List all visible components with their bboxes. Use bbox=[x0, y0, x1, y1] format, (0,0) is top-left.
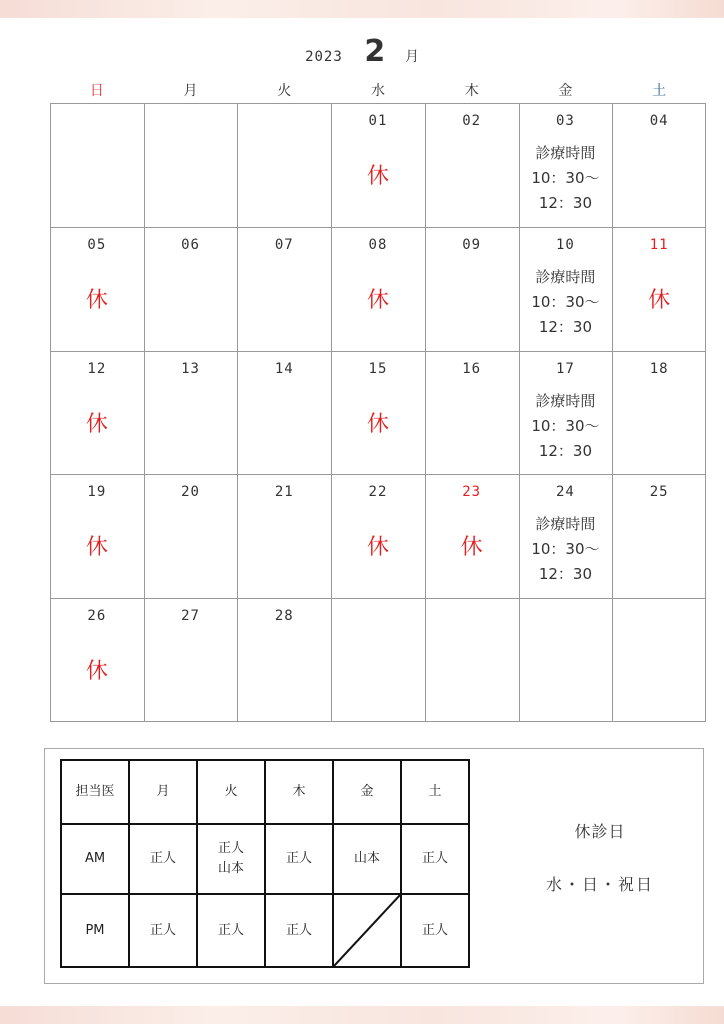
day-cell bbox=[612, 227, 706, 351]
day-cell bbox=[331, 227, 425, 351]
closed-days-list: 水・日・祝日 bbox=[545, 875, 654, 894]
weekday-label: 日 bbox=[89, 83, 104, 99]
schedule-cell: 正人 bbox=[401, 824, 469, 894]
day-number: 08 bbox=[368, 236, 388, 253]
holiday-mark: 休 bbox=[366, 287, 389, 313]
consultation-hours-line: 12：30 bbox=[538, 565, 592, 584]
day-cell bbox=[237, 351, 331, 475]
day-cell bbox=[519, 598, 613, 722]
month-title bbox=[0, 34, 724, 69]
day-cell bbox=[612, 351, 706, 475]
day-cell bbox=[612, 598, 706, 722]
day-cell bbox=[50, 598, 144, 722]
day-number: 23 bbox=[462, 484, 482, 501]
holiday-mark: 休 bbox=[85, 659, 108, 685]
day-cell bbox=[425, 598, 519, 722]
day-cell bbox=[519, 103, 613, 227]
day-cell bbox=[612, 103, 706, 227]
holiday-mark: 休 bbox=[85, 411, 108, 437]
day-number: 19 bbox=[87, 484, 107, 501]
weekday-label: 木 bbox=[464, 83, 479, 99]
day-number: 09 bbox=[462, 236, 482, 253]
day-cell bbox=[519, 474, 613, 598]
weekday-label: 水 bbox=[370, 83, 385, 99]
schedule-cell: 正人 bbox=[401, 894, 469, 967]
day-cell bbox=[331, 474, 425, 598]
schedule-cell: 土 bbox=[401, 760, 469, 824]
consultation-hours-line: 診療時間 bbox=[535, 144, 596, 162]
schedule-row bbox=[61, 824, 469, 894]
day-cell bbox=[237, 474, 331, 598]
day-cell bbox=[331, 351, 425, 475]
day-number: 11 bbox=[649, 236, 669, 253]
schedule-cell: 担当医 bbox=[61, 760, 129, 824]
day-cell bbox=[50, 474, 144, 598]
day-cell bbox=[519, 227, 613, 351]
day-number: 15 bbox=[368, 360, 388, 377]
consultation-hours bbox=[519, 265, 613, 340]
holiday-mark: 休 bbox=[460, 535, 483, 561]
day-cell bbox=[50, 351, 144, 475]
day-number: 06 bbox=[181, 236, 200, 253]
schedule-row bbox=[61, 760, 469, 824]
holiday-mark: 休 bbox=[366, 411, 389, 437]
month-number: 2 bbox=[364, 34, 386, 69]
day-cell bbox=[237, 103, 331, 227]
holiday-mark: 休 bbox=[85, 535, 108, 561]
day-number: 18 bbox=[649, 360, 669, 377]
day-cell bbox=[425, 351, 519, 475]
day-number: 26 bbox=[87, 608, 107, 625]
consultation-hours-line: 10：30～ bbox=[531, 292, 600, 311]
schedule-cell bbox=[333, 894, 401, 967]
day-number: 25 bbox=[649, 484, 669, 501]
month-kanji: 月 bbox=[404, 49, 419, 65]
day-number: 07 bbox=[274, 236, 294, 253]
schedule-cell: 木 bbox=[265, 760, 333, 824]
day-cell bbox=[50, 103, 144, 227]
consultation-hours-line: 10：30～ bbox=[531, 416, 600, 435]
day-cell bbox=[612, 474, 706, 598]
consultation-hours-line: 診療時間 bbox=[535, 391, 596, 410]
closed-days-section bbox=[515, 819, 685, 895]
day-cell bbox=[237, 598, 331, 722]
day-number: 16 bbox=[462, 360, 482, 377]
day-number: 27 bbox=[181, 608, 200, 625]
day-number: 05 bbox=[87, 236, 107, 253]
consultation-hours-line: 診療時間 bbox=[535, 267, 596, 286]
day-number: 12 bbox=[87, 360, 107, 377]
schedule-cell: 正人 bbox=[197, 894, 265, 967]
day-number: 20 bbox=[181, 484, 200, 501]
day-number: 24 bbox=[555, 484, 575, 501]
day-number: 04 bbox=[649, 113, 669, 129]
consultation-hours bbox=[519, 512, 613, 587]
weekday-label: 土 bbox=[652, 83, 667, 99]
schedule-cell: 正人 bbox=[265, 824, 333, 894]
holiday-mark: 休 bbox=[366, 164, 389, 189]
consultation-hours-line: 12：30 bbox=[538, 317, 592, 336]
day-number: 14 bbox=[274, 360, 294, 377]
bottom-decorative-band bbox=[0, 1006, 724, 1024]
calendar-grid bbox=[50, 103, 706, 722]
weekday-label: 金 bbox=[558, 83, 573, 99]
schedule-cell: 金 bbox=[333, 760, 401, 824]
weekday-header-row bbox=[50, 80, 706, 100]
consultation-hours-line: 診療時間 bbox=[535, 515, 596, 534]
schedule-cell: 正人 bbox=[129, 824, 197, 894]
schedule-cell: 正人 bbox=[265, 894, 333, 967]
day-cell bbox=[144, 227, 238, 351]
consultation-hours-line: 10：30～ bbox=[531, 169, 600, 187]
day-cell bbox=[144, 351, 238, 475]
holiday-mark: 休 bbox=[366, 535, 389, 561]
consultation-hours bbox=[519, 141, 613, 216]
day-cell bbox=[331, 103, 425, 227]
day-number: 28 bbox=[274, 608, 294, 625]
day-number: 13 bbox=[181, 360, 200, 377]
schedule-cell: 月 bbox=[129, 760, 197, 824]
day-cell bbox=[425, 474, 519, 598]
consultation-hours-line: 10：30～ bbox=[531, 540, 600, 559]
day-number: 02 bbox=[462, 113, 482, 129]
schedule-cell: 正人 山本 bbox=[197, 824, 265, 894]
consultation-hours bbox=[519, 389, 613, 464]
year-label: 2023 bbox=[305, 49, 343, 65]
weekday-label: 火 bbox=[277, 83, 292, 99]
day-cell bbox=[425, 103, 519, 227]
closed-days-title: 休診日 bbox=[574, 822, 626, 841]
day-cell bbox=[144, 474, 238, 598]
consultation-hours-line: 12：30 bbox=[538, 441, 592, 460]
day-cell bbox=[519, 351, 613, 475]
info-panel bbox=[44, 748, 704, 984]
consultation-hours-line: 12：30 bbox=[538, 194, 592, 212]
schedule-cell: 正人 bbox=[129, 894, 197, 967]
diagonal-slash-icon bbox=[334, 895, 400, 966]
doctor-schedule-table bbox=[60, 759, 470, 968]
holiday-mark: 休 bbox=[85, 287, 108, 313]
day-cell bbox=[144, 598, 238, 722]
schedule-row bbox=[61, 894, 469, 967]
day-cell bbox=[425, 227, 519, 351]
weekday-label: 月 bbox=[183, 83, 198, 99]
day-number: 03 bbox=[555, 113, 575, 129]
day-number: 01 bbox=[368, 113, 388, 129]
day-cell bbox=[237, 227, 331, 351]
top-decorative-band bbox=[0, 0, 724, 18]
day-number: 10 bbox=[555, 236, 575, 253]
day-number: 17 bbox=[555, 360, 575, 377]
schedule-cell: PM bbox=[61, 894, 129, 967]
day-number: 21 bbox=[274, 484, 294, 501]
holiday-mark: 休 bbox=[648, 287, 671, 313]
day-cell bbox=[331, 598, 425, 722]
day-cell bbox=[144, 103, 238, 227]
schedule-cell: 山本 bbox=[333, 824, 401, 894]
schedule-cell: AM bbox=[61, 824, 129, 894]
day-cell bbox=[50, 227, 144, 351]
schedule-cell: 火 bbox=[197, 760, 265, 824]
day-number: 22 bbox=[368, 484, 388, 501]
